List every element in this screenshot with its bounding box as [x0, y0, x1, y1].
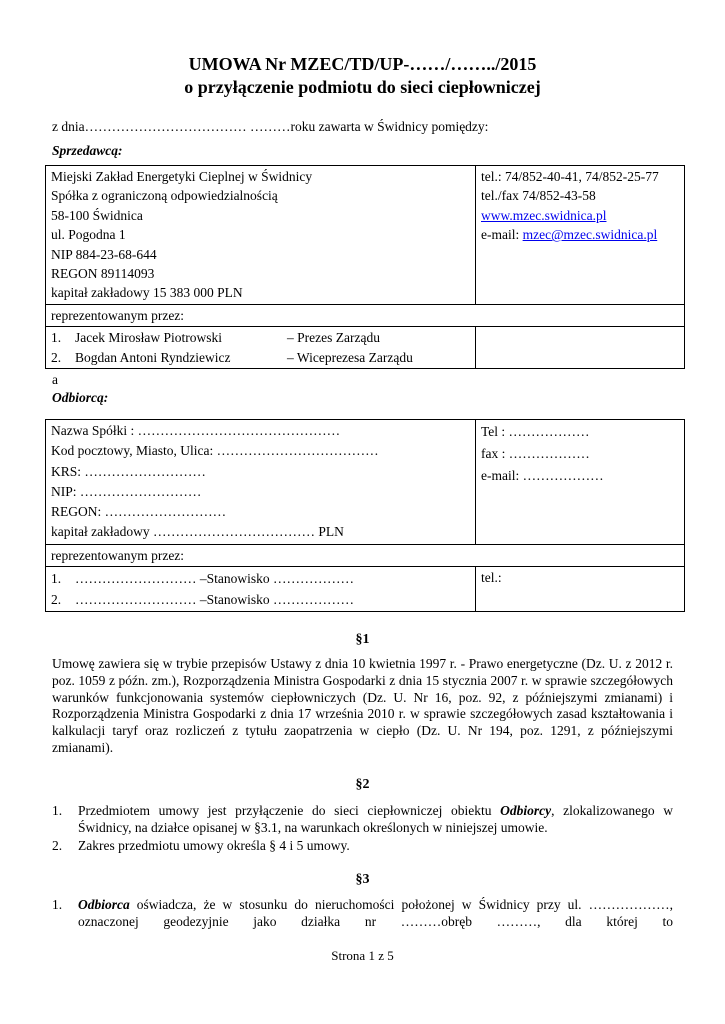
- item-number: 1.: [52, 803, 63, 818]
- seller-postal-city: 58-100 Świdnica: [51, 207, 143, 223]
- rep-name: Bogdan Antoni Ryndziewicz: [75, 349, 231, 365]
- item-text: Przedmiotem umowy jest przyłączenie do sieci ciepłowniczej obiektu: [78, 803, 501, 818]
- buyer-address: Kod pocztowy, Miasto, Ulica: ………………………………: [51, 443, 379, 459]
- item-emphasis: Odbiorca: [78, 897, 130, 912]
- rep-role: – Prezes Zarządu: [287, 330, 380, 346]
- seller-fax: tel./fax 74/852-43-58: [481, 188, 596, 204]
- section-2-heading: §2: [355, 777, 370, 792]
- seller-representatives-cell: [46, 327, 476, 369]
- contract-title: UMOWA Nr MZEC/TD/UP-……/……../2015: [188, 54, 537, 74]
- section-1-text: Umowę zawiera się w trybie przepisów Ustawy z dnia 10 kwietnia 1997 r. - Prawo energetyczne (Dz. U. z 2012 r. poz. 1059 z późn. zm.), Rozporządzenia Ministra Gospodarki z dnia 15 stycznia 2007 r. w sprawie szczegółowych warunków funkcjonowania systemów ciepłowniczych (Dz. U. Nr 16, poz. 92, z późniejszymi zmianami) i Rozporządzenia Ministra Gospodarki z dnia 17 września 2010 r. w sprawie szczegółowych zasad kształtowania i kalkulacji taryf oraz rozliczeń z tytułu zaopatrzenia w ciepło (Dz. U. Nr 194, poz. 1291, z późniejszymi zmianami).: [52, 656, 673, 755]
- buyer-representative-2: [51, 589, 470, 610]
- buyer-capital: kapitał zakładowy ……………………………… PLN: [51, 524, 344, 540]
- buyer-table: [45, 419, 685, 612]
- seller-company-type: Spółka z ograniczoną odpowiedzialnością: [51, 188, 278, 204]
- seller-table: [45, 165, 685, 369]
- buyer-represented-label: reprezentowanym przez:: [46, 544, 685, 566]
- buyer-tel: Tel : ………………: [481, 424, 590, 439]
- seller-representative-1: [51, 328, 470, 347]
- section-3-heading: §3: [355, 872, 370, 887]
- rep-role: – Wiceprezesa Zarządu: [287, 349, 413, 365]
- rep-number: 1.: [51, 330, 62, 346]
- conjunction: a: [52, 372, 58, 387]
- buyer-regon: REGON: ………………………: [51, 504, 227, 520]
- section-3-item-1: [52, 896, 673, 930]
- seller-email-link[interactable]: mzec@mzec.swidnica.pl: [522, 227, 658, 243]
- buyer-heading: Odbiorcą:: [52, 390, 109, 405]
- seller-website-link[interactable]: www.mzec.swidnica.pl: [481, 207, 607, 223]
- seller-capital: kapitał zakładowy 15 383 000 PLN: [51, 285, 243, 301]
- buyer-email: e-mail: ………………: [481, 468, 604, 483]
- rep-text: ……………………… –Stanowisko ………………: [75, 592, 355, 608]
- seller-regon: REGON 89114093: [51, 266, 155, 282]
- buyer-details-cell: [46, 420, 476, 545]
- section-1-heading: §1: [355, 632, 370, 647]
- seller-representative-2: [51, 348, 470, 367]
- item-number: 2.: [52, 838, 63, 853]
- rep-number: 1.: [51, 571, 62, 587]
- seller-represented-label: reprezentowanym przez:: [46, 304, 685, 326]
- buyer-rep-tel-cell: tel.:: [476, 567, 685, 612]
- intro-line: z dnia……………………………… ………roku zawarta w Świdnicy pomiędzy:: [52, 119, 489, 134]
- seller-contact-cell: [476, 166, 685, 305]
- buyer-representatives-cell: [46, 567, 476, 612]
- item-text: , zlokalizowanego w Świdnicy, na działce opisanej w §3.1, na warunkach określonych w niniejszej umowie.: [78, 803, 673, 835]
- buyer-contact-cell: [476, 420, 685, 545]
- buyer-fax: fax : ………………: [481, 446, 590, 461]
- item-text: Zakres przedmiotu umowy określa § 4 i 5 umowy.: [78, 838, 350, 853]
- buyer-representative-1: [51, 568, 470, 589]
- seller-rep-empty-cell: [476, 327, 685, 369]
- buyer-krs: KRS: ………………………: [51, 463, 206, 479]
- item-number: 1.: [52, 897, 63, 912]
- seller-street: ul. Pogodna 1: [51, 227, 126, 243]
- seller-name: Miejski Zakład Energetyki Cieplnej w Świdnicy: [51, 169, 313, 184]
- seller-nip: NIP 884-23-68-644: [51, 246, 157, 262]
- rep-number: 2.: [51, 349, 62, 365]
- item-text: oświadcza, że w stosunku do nieruchomości położonej w Świdnicy przy ul. ………………, oznaczonej geodezyjnie jako działka nr ………obręb ………, dla której to: [78, 897, 673, 929]
- section-2-item-1: [52, 802, 673, 836]
- rep-name: Jacek Mirosław Piotrowski: [75, 330, 222, 346]
- seller-heading: Sprzedawcą:: [52, 143, 123, 158]
- contract-subtitle: o przyłączenie podmiotu do sieci ciepłowniczej: [184, 77, 541, 97]
- section-2-item-2: [52, 837, 673, 854]
- page-number: Strona 1 z 5: [331, 948, 394, 963]
- rep-number: 2.: [51, 592, 62, 608]
- item-emphasis: Odbiorcy: [500, 803, 552, 818]
- seller-tel: tel.: 74/852-40-41, 74/852-25-77: [481, 169, 659, 184]
- rep-text: ……………………… –Stanowisko ………………: [75, 571, 355, 587]
- seller-email-label: e-mail:: [481, 227, 523, 243]
- buyer-nip: NIP: ………………………: [51, 483, 202, 499]
- seller-details-cell: [46, 166, 476, 305]
- buyer-company-name: Nazwa Spółki : ………………………………………: [51, 423, 341, 438]
